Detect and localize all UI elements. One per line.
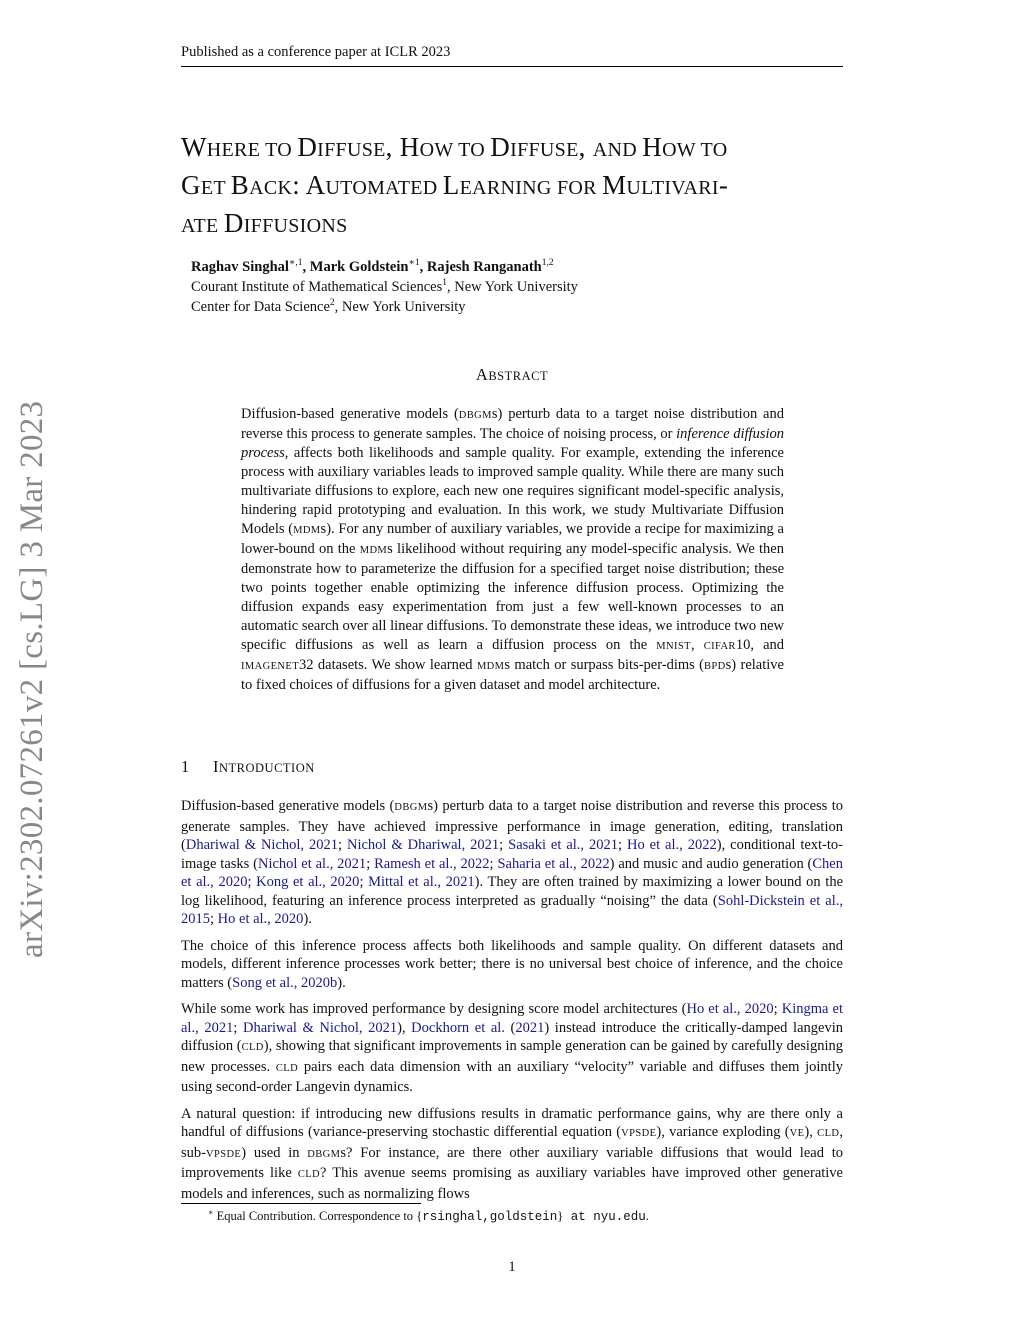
text-run: W: [181, 132, 207, 162]
text-run: ).: [303, 911, 312, 927]
citation-link[interactable]: Dhariwal & Nichol, 2021: [185, 837, 338, 853]
small-caps-text: VE: [789, 1128, 805, 1139]
author-sup: ∗1: [408, 258, 420, 268]
citation-link[interactable]: Kong et al., 2020: [256, 874, 360, 890]
citation-link[interactable]: Chen et al., 2020: [181, 855, 843, 890]
text-run: s) perturb data to a target noise distribution and reverse this process to generate samples. The choice of noising process, or: [241, 406, 784, 442]
footnote-rule: [181, 1203, 421, 1204]
text-run: H: [399, 132, 420, 162]
text-run: A natural question: if introducing new diffusions results in dramatic performance gains, why are there only a handful of diffusions (variance-preserving stochastic differential equation (: [181, 1105, 843, 1140]
introduction-body: [181, 797, 843, 1211]
small-caps-text: HERE TO: [206, 139, 298, 161]
small-caps-text: MDM: [359, 545, 388, 556]
citation-link[interactable]: Dhariwal & Nichol, 2021: [242, 1019, 398, 1036]
text-run: B: [230, 170, 250, 200]
abstract-heading: ABSTRACT: [475, 365, 549, 384]
text-run: ),: [397, 1019, 412, 1036]
text-run: The choice of this inference process affects both likelihoods and sample quality. On different datasets and models, different inference processes work better; there is no universal best choice of inference, and the choice matters (: [181, 937, 843, 991]
author-block: [191, 257, 578, 317]
title-line-2: [181, 168, 846, 206]
citation-link[interactable]: Song et al., 2020b: [232, 974, 338, 991]
small-caps-text: AND: [592, 139, 643, 161]
abstract-paragraph: [241, 405, 784, 695]
text-run: M: [602, 170, 627, 200]
text-run: (: [504, 1019, 516, 1036]
small-caps-text: OW TO: [419, 139, 491, 161]
citation-link[interactable]: Ramesh et al., 2022: [374, 855, 490, 872]
text-run: ,: [578, 132, 593, 162]
small-caps-text: UTOMATED: [325, 177, 443, 199]
text-run: L: [442, 170, 460, 200]
text-run: ),: [804, 1124, 818, 1140]
author-sup: 1,2: [541, 258, 554, 268]
arxiv-stamp[interactable]: arXiv:2302.07261v2 [cs.LG] 3 Mar 2023: [14, 400, 50, 958]
citation-link[interactable]: Sohl-Dickstein et al., 2015: [181, 892, 843, 927]
small-caps-text: IFFUSIONS: [243, 215, 348, 237]
text-run: -: [718, 170, 729, 200]
title-line-3: [181, 206, 846, 244]
small-caps-text: CLD: [817, 1128, 840, 1139]
small-caps-text: IFFUSE: [317, 139, 386, 161]
author-name: Mark Goldstein: [309, 259, 409, 275]
citation-link[interactable]: Dockhorn et al.: [411, 1019, 505, 1036]
text-run: ).: [337, 974, 346, 991]
small-caps-text: EARNING FOR: [459, 177, 603, 199]
citation-link[interactable]: Nichol & Dhariwal, 2021: [346, 837, 500, 853]
footnote: ∗ Equal Contribution. Correspondence to {rsinghal,goldstein} at nyu.edu.: [208, 1208, 649, 1224]
text-run: , sub-: [181, 1124, 843, 1161]
small-caps-text: ULTIVARI: [626, 177, 719, 199]
small-caps-text: DBGM: [458, 410, 492, 421]
text-run: ;: [366, 855, 375, 872]
text-run: , affects both likelihoods and sample quality. For example, extending the inference process with auxiliary variables leads to improved sample quality. While there are many such multivariate diffusions to explore, each new one requires significant model-specific analysis, hindering rapid prototyping and evaluation. In this work, we study Multivariate Diffusion Models (: [241, 445, 784, 537]
text-run: ;: [773, 1001, 782, 1017]
text-run: ;: [359, 874, 369, 890]
text-run: Diffusion-based generative models (: [241, 406, 459, 422]
text-run: ? This avenue seems promising as auxiliary variables have improved other generative models and inferences, such as normalizing flows: [181, 1165, 843, 1202]
footnote-emails: rsinghal,goldstein: [422, 1210, 558, 1224]
small-caps-text: MDM: [293, 525, 321, 536]
text-run: A: [305, 170, 326, 200]
text-run: ,: [690, 637, 704, 653]
small-caps-text: OW TO: [662, 139, 728, 161]
text-run: ) used in: [241, 1144, 308, 1161]
citation-link[interactable]: Kingma et al., 2021: [181, 1001, 843, 1036]
emphasis-text: inference diffusion process: [241, 426, 784, 461]
citation-link[interactable]: Sasaki et al., 2021: [508, 837, 618, 853]
section-heading-introduction: 1 INTRODUCTION: [181, 757, 315, 776]
small-caps-text: BPD: [704, 661, 726, 672]
text-run: ;: [489, 855, 498, 872]
text-run: ), conditional text-to-image tasks (: [181, 837, 843, 872]
intro-paragraph-1: [181, 797, 843, 929]
abstract-body: [241, 405, 784, 695]
text-run: pairs each data dimension with an auxiliary “velocity” variable and diffuses them jointly using second-order Langevin dynamics.: [181, 1058, 843, 1095]
small-caps-text: ATE: [181, 215, 224, 237]
small-caps-text: VPSDE: [205, 1148, 242, 1160]
citation-link[interactable]: Ho et al., 2022: [626, 837, 717, 853]
text-run: G: [181, 170, 201, 200]
title-line-1: [181, 130, 846, 168]
text-run: s match or surpass bits-per-dims (: [504, 657, 705, 673]
text-run: D: [223, 208, 244, 238]
text-run: ;: [210, 911, 218, 927]
text-run: ;: [338, 837, 347, 853]
small-caps-text: ET: [200, 177, 231, 199]
citation-link[interactable]: Saharia et al., 2022: [497, 855, 610, 872]
text-run: ), variance exploding (: [656, 1124, 790, 1140]
text-run: s) relative to fixed choices of diffusions for a given dataset and model architecture.: [241, 657, 784, 693]
running-head: Published as a conference paper at ICLR 2023: [181, 44, 451, 60]
text-run: ;: [499, 837, 509, 853]
text-run: 32 datasets. We show learned: [299, 657, 477, 673]
text-run: s) perturb data to a target noise distribution and reverse this process to generate samples. They have achieved impressive performance in image generation, editing, translation (: [181, 798, 843, 853]
text-run: D: [297, 132, 318, 162]
small-caps-text: DBGM: [307, 1148, 341, 1160]
text-run: ), showing that significant improvements in sample generation can be gained by carefully designing new processes.: [181, 1038, 843, 1075]
text-run: D: [490, 132, 511, 162]
intro-paragraph-3: [181, 1000, 843, 1097]
text-run: s? For instance, are there other auxiliary variable diffusions that would lead to improvements like: [181, 1144, 844, 1181]
text-run: 10, and: [735, 637, 785, 653]
author-name: Rajesh Ranganath: [426, 259, 542, 275]
author-names: Raghav Singhal$^{∗,1}$, Mark Goldstein$^{∗1}$, Rajesh Ranganath$^{1,2}$: [191, 258, 554, 275]
intro-paragraph-2: [181, 937, 843, 993]
citation-link[interactable]: Nichol et al., 2021: [257, 855, 367, 872]
affiliation-1: Courant Institute of Mathematical Sciences$^1$, New York University: [191, 278, 578, 295]
small-caps-text: CLD: [297, 1169, 321, 1180]
small-caps-text: CIFAR: [703, 641, 736, 652]
small-caps-text: DBGM: [394, 802, 428, 813]
paper-title: [181, 130, 846, 244]
citation-link[interactable]: Ho et al., 2020: [217, 911, 304, 927]
text-run: ,: [385, 132, 400, 162]
author-name: Raghav Singhal: [191, 259, 289, 275]
small-caps-text: IFFUSE: [510, 139, 579, 161]
text-run: ) instead introduce the critically-damped langevin diffusion (: [181, 1019, 843, 1054]
page-number: 1: [508, 1259, 516, 1275]
author-sup: ∗,1: [288, 258, 303, 268]
text-run: H: [642, 132, 663, 162]
small-caps-text: IMAGENET: [241, 661, 300, 672]
text-run: ;: [247, 874, 257, 890]
small-caps-text: CLD: [275, 1062, 299, 1074]
small-caps-text: MDM: [476, 661, 505, 672]
text-run: While some work has improved performance by designing score model architectures (: [181, 1001, 687, 1017]
text-run: ;: [618, 837, 627, 853]
intro-paragraph-4: [181, 1105, 843, 1204]
small-caps-text: ACK: [249, 177, 293, 199]
small-caps-text: VPSDE: [621, 1128, 657, 1139]
citation-link[interactable]: Mittal et al., 2021: [368, 874, 475, 890]
text-run: s likelihood without requiring any model-specific analysis. We then demonstrate how to parameterize the diffusion for a specified target noise distribution; these two points together enable optimizing the inference diffusion process. Optimizing the diffusion expands easy experimentation from just a few well-known processes to an automatic search over all linear diffusions. To demonstrate these ideas, we introduce two new specific diffusions as well as learn a diffusion process on the: [241, 541, 784, 653]
text-run: Diffusion-based generative models (: [181, 798, 395, 814]
text-run: s). For any number of auxiliary variables, we provide a recipe for maximizing a lower-bound on the: [241, 521, 784, 557]
text-run: ) and music and audio generation (: [609, 855, 813, 872]
text-run: ). They are often trained by maximizing a lower bound on the log likelihood, featuring an inference process interpreted as gradually “noising” the data (: [181, 874, 844, 909]
small-caps-text: CLD: [241, 1042, 264, 1053]
text-run: ;: [233, 1019, 243, 1036]
citation-link[interactable]: Ho et al., 2020: [686, 1001, 774, 1017]
affiliation-2: Center for Data Science$^2$, New York University: [191, 298, 466, 315]
text-run: :: [292, 170, 306, 200]
citation-link[interactable]: 2021: [515, 1019, 545, 1036]
section-number: 1: [181, 757, 190, 776]
header-rule: [181, 66, 843, 67]
small-caps-text: MNIST: [656, 641, 691, 652]
